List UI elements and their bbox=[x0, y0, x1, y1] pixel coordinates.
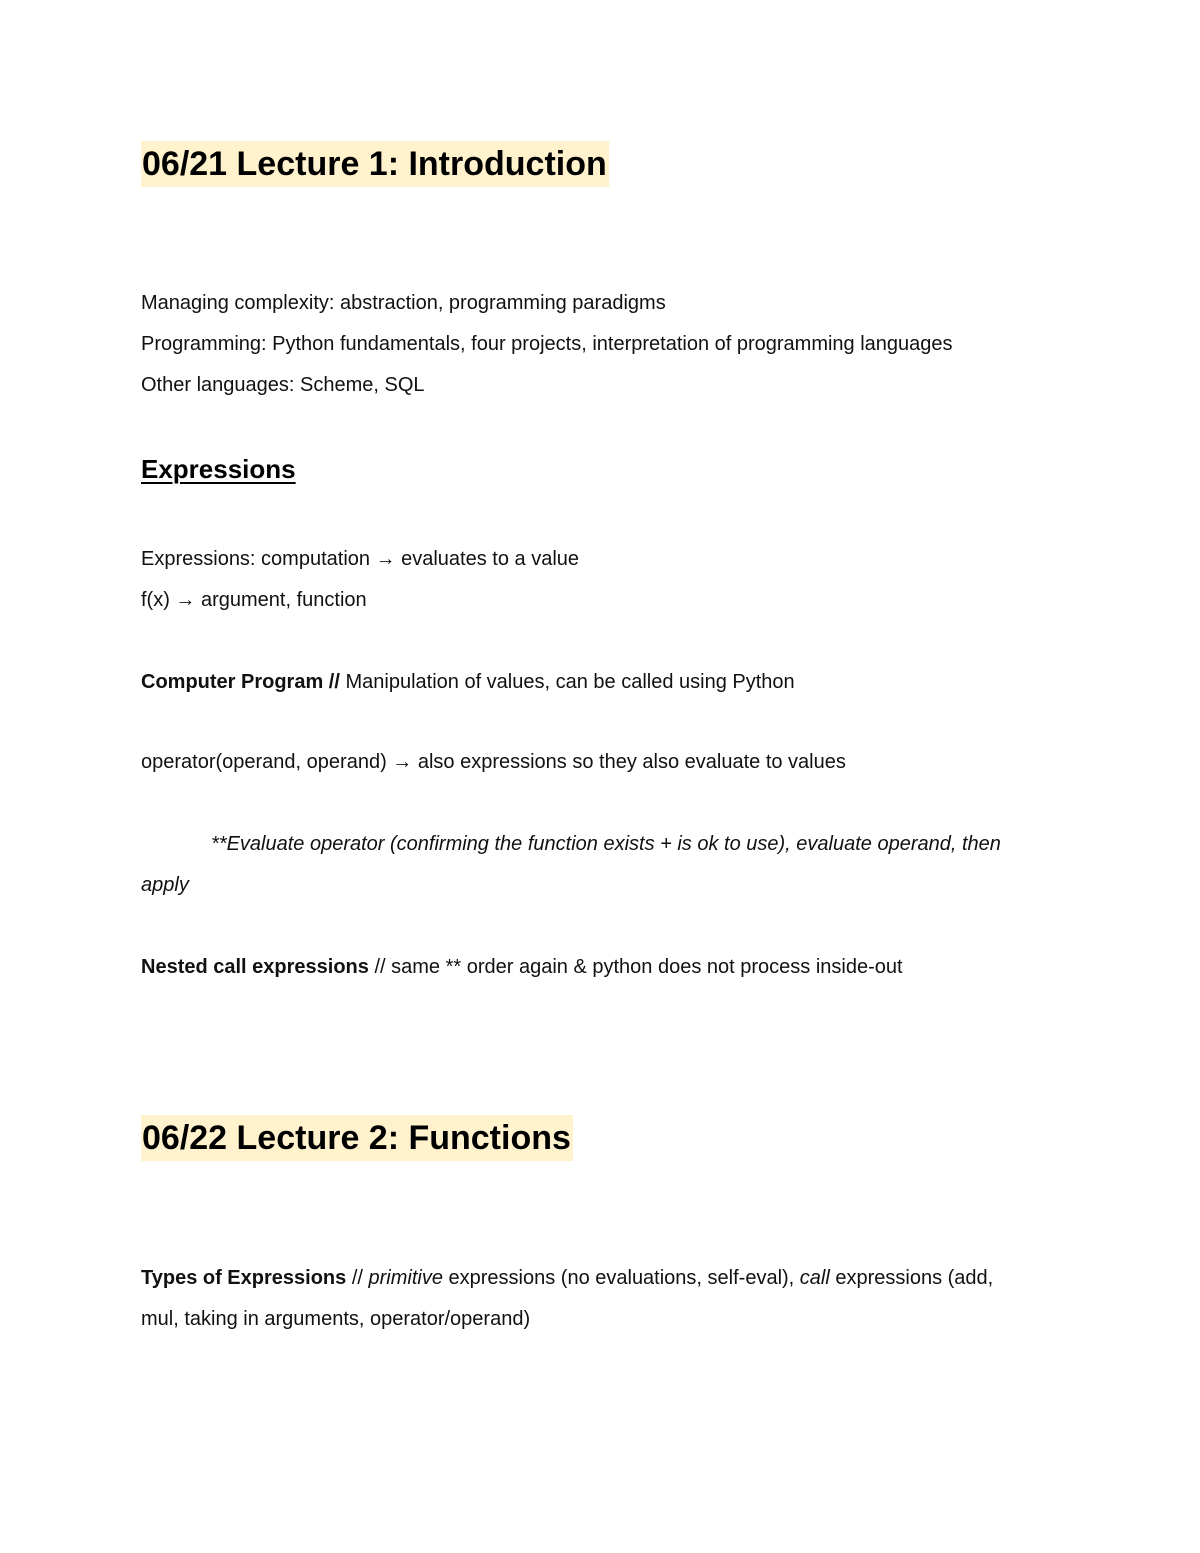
types-end: expressions (add, bbox=[829, 1267, 994, 1289]
primitive-word: primitive bbox=[368, 1267, 443, 1289]
overview-line-2: Programming: Python fundamentals, four projects, interpretation of programming languages bbox=[141, 333, 953, 355]
types-term: Types of Expressions bbox=[141, 1267, 347, 1289]
operator-line: operator(operand, operand) → also expressions so they also evaluate to values bbox=[141, 751, 846, 773]
nested-call-line bbox=[141, 955, 903, 979]
computer-program-text: Manipulation of values, can be called using Python bbox=[339, 671, 795, 693]
overview-line-1: Managing complexity: abstraction, programming paradigms bbox=[141, 292, 666, 314]
expressions-line-1: Expressions: computation → evaluates to a value bbox=[141, 548, 580, 570]
evaluate-note-line-2 bbox=[141, 873, 189, 897]
evaluate-note-line-1 bbox=[211, 832, 1001, 856]
overview-line-3: Other languages: Scheme, SQL bbox=[141, 374, 425, 396]
types-line-1 bbox=[141, 1266, 993, 1290]
evaluate-note-text-2: apply bbox=[141, 874, 189, 896]
expressions-line-2: f(x) → argument, function bbox=[141, 589, 367, 611]
call-word: call bbox=[799, 1267, 830, 1289]
expressions-heading: Expressions bbox=[141, 454, 296, 484]
computer-program-line bbox=[141, 670, 795, 694]
types-mid: expressions (no evaluations, self-eval), bbox=[442, 1267, 800, 1289]
types-line-2: mul, taking in arguments, operator/operand) bbox=[141, 1308, 531, 1330]
evaluate-note-text-1: **Evaluate operator (confirming the function exists + is ok to use), evaluate operand, then bbox=[211, 833, 1001, 855]
nested-call-term: Nested call expressions bbox=[141, 956, 369, 978]
nested-call-text: // same ** order again & python does not process inside-out bbox=[368, 956, 903, 978]
lecture-1-title: 06/21 Lecture 1: Introduction bbox=[141, 141, 609, 187]
computer-program-term: Computer Program // bbox=[141, 671, 340, 693]
lecture-2-title: 06/22 Lecture 2: Functions bbox=[141, 1115, 573, 1161]
types-sep: // bbox=[346, 1267, 369, 1289]
